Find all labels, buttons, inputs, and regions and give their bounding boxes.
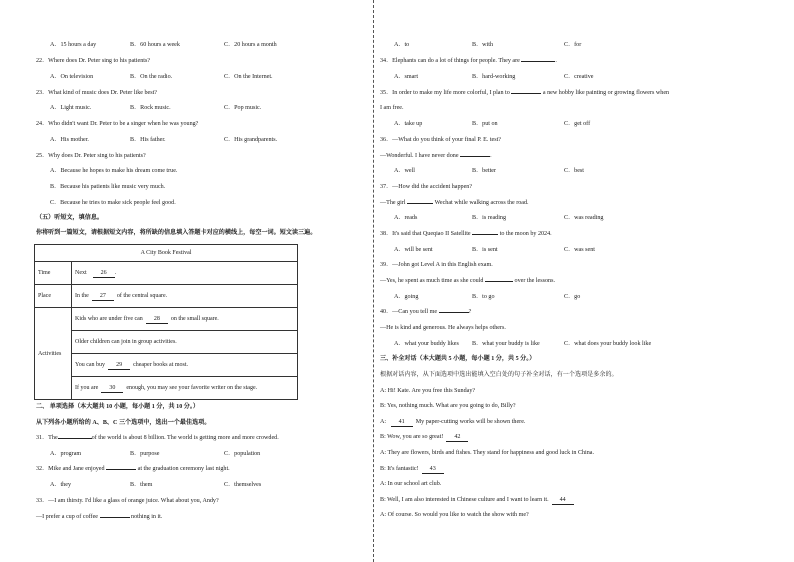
q34-option-b: B．hard-working [472, 74, 516, 80]
blank-30[interactable]: 30 [101, 384, 123, 393]
q31-option-a: A．program [50, 451, 82, 457]
q39-option-c: C．go [564, 294, 581, 300]
q38-option-a: A．will be sent [394, 247, 433, 253]
q24-option-c: C．His grandparents. [224, 137, 278, 143]
q37-option-c: C．was reading [564, 215, 604, 221]
q37-option-a: A．reads [394, 215, 418, 221]
section2-instruction: 从下列各小题所给的 A、B、C 三个选项中，选出一个最佳选项。 [36, 420, 211, 426]
blank-26[interactable]: 26 [93, 269, 115, 278]
q25-option-c: C．Because he tries to make sick people feel good. [50, 200, 176, 206]
q23-option-c: C．Pop music. [224, 105, 262, 111]
q33-option-c: C．for [564, 42, 582, 48]
q37-option-b: B．is reading [472, 215, 507, 221]
q25-stem: 25．Why does Dr. Peter sing to his patients? [36, 153, 146, 159]
q39-option-a: A．going [394, 294, 419, 300]
place-label: Place [35, 285, 72, 308]
place-cell: In the 27 of the central square. [72, 285, 298, 308]
q39-line2: —Yes, he spent as much time as she could over the lessons. [380, 278, 555, 284]
dialog-line-6: B: It's fantastic! 43 [380, 465, 444, 474]
q31-option-c: C．population [224, 451, 261, 457]
q35-option-b: B．put on [472, 121, 498, 127]
q24-option-b: B．His father. [130, 137, 166, 143]
q38-stem: 38．It's said that Queqiao II Satellite to the moon by 2024. [380, 231, 552, 237]
dialog-line-1: A: Hi! Kate. Are you free this Sunday? [380, 388, 476, 394]
q35-line1: 35．In order to make my life more colorful, I plan to a new hobby like painting or growing flowers when [380, 90, 670, 96]
q22-stem: 22．Where does Dr. Peter sing to his patients? [36, 58, 151, 64]
q37-stem: 37．—How did the accident happen? [380, 184, 473, 190]
q25-option-b: B．Because his patients like music very much. [50, 184, 166, 190]
q31-blank[interactable] [58, 438, 92, 439]
q39-blank[interactable] [485, 281, 513, 282]
q38-option-b: B．is sent [472, 247, 498, 253]
q31-option-b: B．purpose [130, 451, 160, 457]
q37-line2: —The girl Wechat while walking across the road. [380, 200, 529, 206]
dialog-line-7: A: In our school art club. [380, 481, 442, 487]
q24-option-a: A．His mother. [50, 137, 89, 143]
q32-option-c: C．themselves [224, 482, 262, 488]
q34-option-c: C．creative [564, 74, 594, 80]
dialog-line-3: A: 41 My paper-cutting works will be shown there. [380, 419, 526, 425]
blank-43[interactable]: 43 [422, 465, 444, 474]
q22-option-b: B．On the radio. [130, 74, 173, 80]
dialog-line-2: B: Yes, nothing much. What are you going to do, Billy? [380, 403, 516, 409]
q24-stem: 24．Who didn't want Dr. Peter to be a singer when he was young? [36, 121, 199, 127]
blank-42[interactable]: 42 [446, 433, 468, 442]
q35-option-c: C．get off [564, 121, 591, 127]
q31-stem: 31．The of the world is about 8 billion. The world is getting more and more crowded. [36, 435, 279, 441]
time-label: Time [35, 262, 72, 285]
q33-blank[interactable] [100, 517, 130, 518]
q33-option-a: A．to [394, 42, 410, 48]
blank-27[interactable]: 27 [92, 292, 114, 301]
q32-stem: 32．Mike and Jane enjoyed at the graduation ceremony last night. [36, 466, 230, 472]
section2-heading: 二、 单项选择（本大题共 10 小题，每小题 1 分，共 10 分。） [36, 404, 200, 410]
section3-instruction: 根据对话内容，从下面选项中选出能填入空白处的句子补全对话，有一个选项是多余的。 [380, 372, 618, 378]
q35-option-a: A．take up [394, 121, 423, 127]
q21-option-c: C．20 hours a month [224, 42, 277, 48]
blank-44[interactable]: 44 [552, 496, 574, 505]
blank-29[interactable]: 29 [108, 361, 130, 370]
q23-option-a: A．Light music. [50, 105, 92, 111]
dialog-line-8: B: Well, I am also interested in Chinese culture and I want to learn it. 44 [380, 496, 574, 505]
book-festival-table [34, 244, 298, 400]
q40-option-c: C．what does your buddy look like [564, 341, 652, 347]
q39-stem: 39．—John got Level A in this English exam. [380, 262, 493, 268]
q35-line2: I am free. [380, 105, 404, 111]
q33-option-b: B．with [472, 42, 493, 48]
table-title: A City Book Festival [35, 245, 298, 262]
section5-heading: （五）听短文，填信息。 [36, 215, 104, 221]
dialog-line-4: B: Wow, you are so great! 42 [380, 433, 468, 442]
q38-blank[interactable] [472, 234, 498, 235]
column-divider [373, 0, 374, 562]
activity-row-children: Older children can join in group activities. [72, 331, 298, 354]
section3-heading: 三、补全对话（本大题共 5 小题，每小题 1 分，共 5 分。） [380, 356, 536, 362]
q32-option-a: A．they [50, 482, 71, 488]
time-cell: Next 26 . [72, 262, 298, 285]
q36-blank[interactable] [460, 156, 490, 157]
q38-option-c: C．was sent [564, 247, 595, 253]
section5-instruction: 你将听到一篇短文，请根据短文内容，将所缺的信息填入答题卡对应的横线上，每空一词。短文读三遍。 [36, 230, 317, 236]
activity-row-28: Kids who are under five can 28 on the small square. [72, 308, 298, 331]
blank-41[interactable]: 41 [391, 418, 413, 427]
q34-option-a: A．smart [394, 74, 419, 80]
q37-blank[interactable] [407, 203, 433, 204]
q32-blank[interactable] [106, 469, 136, 470]
q39-option-b: B．to go [472, 294, 495, 300]
q40-option-b: B．what your buddy is like [472, 341, 540, 347]
q21-option-a: A．15 hours a day [50, 42, 97, 48]
q23-option-b: B．Rock music. [130, 105, 171, 111]
q36-stem: 36．—What do you think of your final P. E. test? [380, 137, 502, 143]
q22-option-a: A．On television [50, 74, 94, 80]
q36-option-c: C．best [564, 168, 584, 174]
q40-stem: 40．—Can you tell me ? [380, 309, 472, 315]
blank-28[interactable]: 28 [146, 315, 168, 324]
activities-label: Activities [35, 308, 72, 400]
activity-row-30: If you are 30 enough, you may see your favorite writer on the stage. [72, 377, 298, 400]
q23-stem: 23．What kind of music does Dr. Peter like best? [36, 90, 158, 96]
q40-option-a: A．what your buddy likes [394, 341, 459, 347]
q33-line2: —I prefer a cup of coffee nothing in it. [36, 514, 163, 520]
q40-line2: —He is kind and generous. He always helps others. [380, 325, 506, 331]
q32-option-b: B．them [130, 482, 153, 488]
q25-option-a: A．Because he hopes to make his dream come true. [50, 168, 178, 174]
q36-line2: —Wonderful. I have never done . [380, 153, 492, 159]
q21-option-b: B．60 hours a week [130, 42, 180, 48]
q22-option-c: C．On the Internet. [224, 74, 273, 80]
dialog-line-5: A: They are flowers, birds and fishes. They stand for happiness and good luck in China. [380, 450, 595, 456]
q34-stem: 34．Elephants can do a lot of things for people. They are . [380, 58, 557, 64]
q36-option-a: A．well [394, 168, 415, 174]
q35-blank[interactable] [511, 93, 541, 94]
q36-option-b: B．better [472, 168, 497, 174]
dialog-line-9: A: Of course. So would you like to watch the show with me? [380, 512, 529, 518]
q33-line1: 33．—I am thirsty. I'd like a glass of orange juice. What about you, Andy? [36, 498, 219, 504]
q34-blank[interactable] [521, 61, 555, 62]
activity-row-29: You can buy 29 cheaper books at most. [72, 354, 298, 377]
q40-blank[interactable] [439, 312, 469, 313]
